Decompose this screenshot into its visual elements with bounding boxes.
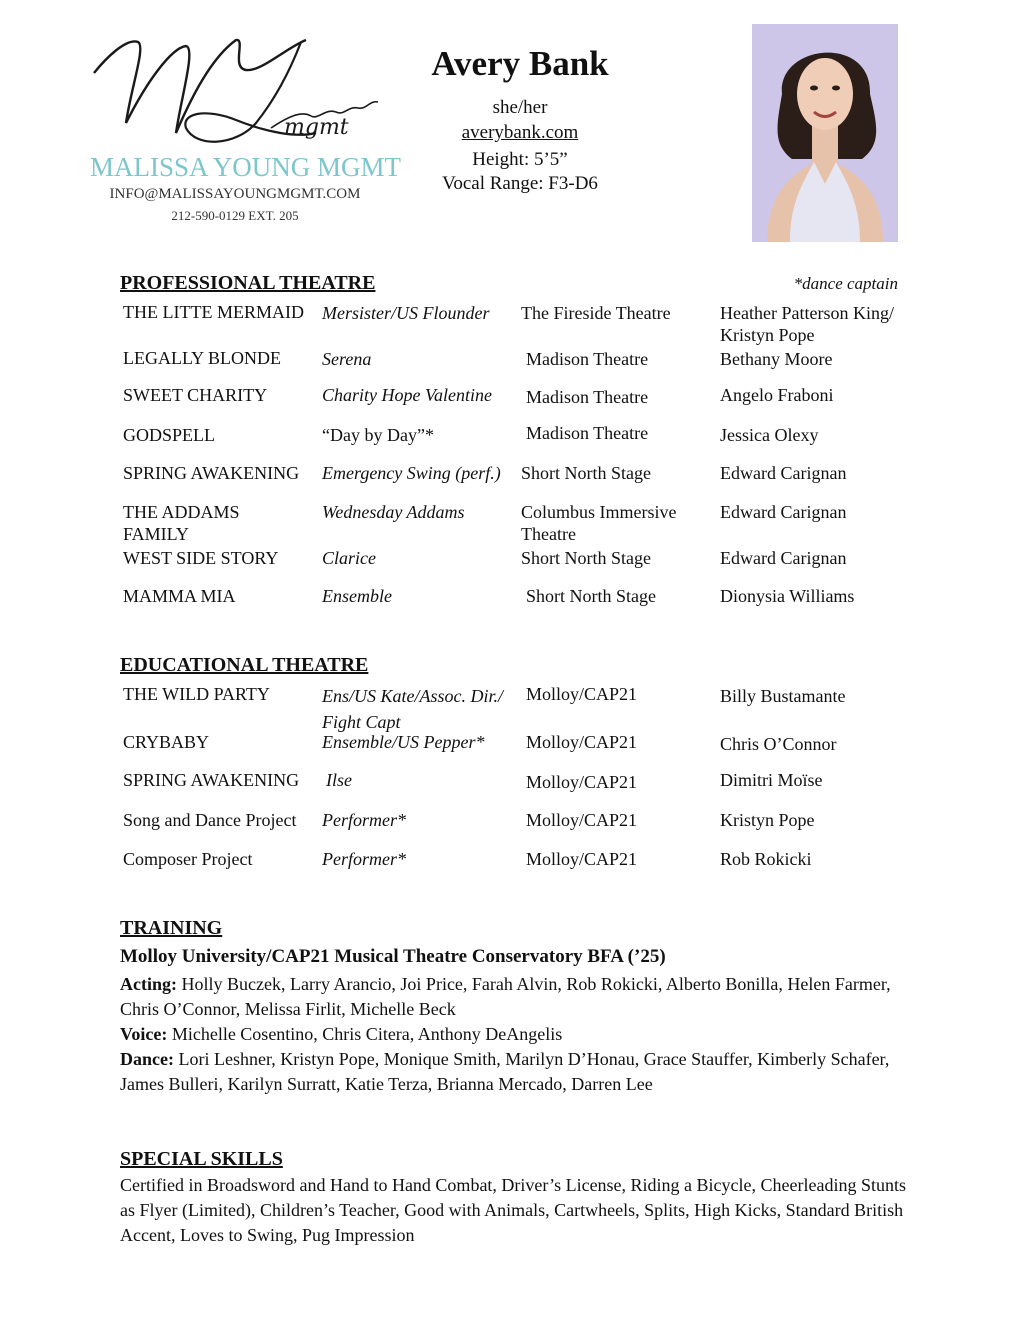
role: Mersister/US Flounder — [322, 303, 490, 323]
director: Heather Patterson King/ Kristyn Pope — [720, 303, 894, 345]
role: Performer* — [322, 849, 406, 869]
director: Edward Carignan — [720, 463, 847, 483]
acting-label: Acting: — [120, 974, 177, 994]
role: Charity Hope Valentine — [322, 385, 492, 405]
role: “Day by Day”* — [322, 425, 434, 445]
venue: Madison Theatre — [526, 423, 649, 443]
show-title: LEGALLY BLONDE — [123, 348, 282, 368]
training-school: Molloy University/CAP21 Musical Theatre Conservatory BFA (’25) — [120, 946, 666, 967]
website-link[interactable]: averybank.com — [461, 122, 579, 143]
show-title: Song and Dance Project — [123, 810, 297, 830]
director: Dimitri Moïse — [720, 770, 823, 790]
director: Kristyn Pope — [720, 810, 815, 830]
venue: Madison Theatre — [526, 349, 649, 369]
director: Dionysia Williams — [720, 586, 855, 606]
training-details — [120, 972, 910, 1097]
dance-teachers: Lori Leshner, Kristyn Pope, Monique Smith, Marilyn D’Honau, Grace Stauffer, Kimberly Schafer, James Bulleri, Karilyn Surratt, Katie Terza, Brianna Mercado, Darren Lee — [120, 1049, 890, 1094]
venue: Short North Stage — [521, 463, 651, 483]
show-title: CRYBABY — [123, 732, 210, 752]
show-title: THE ADDAMS FAMILY — [123, 502, 240, 544]
script-sub-text: mgmt — [284, 115, 349, 140]
show-title: SPRING AWAKENING — [123, 770, 300, 790]
role: Ensemble — [322, 586, 392, 606]
director: Rob Rokicki — [720, 849, 812, 869]
venue: Molloy/CAP21 — [526, 772, 638, 792]
director: Billy Bustamante — [720, 686, 846, 706]
performer-name: Avery Bank — [431, 44, 609, 83]
show-title: Composer Project — [123, 849, 253, 869]
voice-teachers: Michelle Cosentino, Chris Citera, Anthony DeAngelis — [171, 1024, 563, 1044]
director: Jessica Olexy — [720, 425, 819, 445]
dance-line — [120, 1047, 910, 1097]
director: Bethany Moore — [720, 349, 833, 369]
director: Edward Carignan — [720, 548, 847, 568]
voice-line — [120, 1022, 910, 1047]
venue: Molloy/CAP21 — [526, 732, 638, 752]
special-skills-text: Certified in Broadsword and Hand to Hand Combat, Driver’s License, Riding a Bicycle, Cheerleading Stunts as Flyer (Limited), Children’s Teacher, Good with Animals, Cartwheels, Splits, High Kicks, Standard British Accent, Loves to Swing, Pug Impression — [120, 1175, 906, 1245]
agency-name: MALISSA YOUNG MGMT — [90, 152, 402, 182]
director: Edward Carignan — [720, 502, 847, 522]
height-stat: Height: 5’5” — [472, 149, 568, 170]
dance-label: Dance: — [120, 1049, 174, 1069]
show-title: SWEET CHARITY — [123, 385, 268, 405]
pronouns: she/her — [492, 97, 548, 118]
venue: The Fireside Theatre — [521, 303, 671, 323]
headshot-photo — [752, 24, 898, 242]
show-title: GODSPELL — [123, 425, 216, 445]
role: Ens/US Kate/Assoc. Dir./ Fight Capt — [322, 686, 504, 732]
professional-theatre-heading: PROFESSIONAL THEATRE — [120, 272, 376, 294]
show-title: WEST SIDE STORY — [123, 548, 279, 568]
acting-teachers: Holly Buczek, Larry Arancio, Joi Price, Farah Alvin, Rob Rokicki, Alberto Bonilla, Helen Farmer, Chris O’Connor, Melissa Firlit, Michelle Beck — [120, 974, 891, 1019]
agency-email: INFO@MALISSAYOUNGMGMT.COM — [109, 186, 361, 202]
role: Serena — [322, 349, 372, 369]
script-initials-text: MY — [86, 28, 88, 29]
training-heading: TRAINING — [120, 917, 223, 939]
director: Angelo Fraboni — [720, 385, 834, 405]
vocal-range: Vocal Range: F3-D6 — [442, 173, 598, 194]
venue: Molloy/CAP21 — [526, 684, 638, 704]
venue: Molloy/CAP21 — [526, 810, 638, 830]
educational-theatre-heading: EDUCATIONAL THEATRE — [120, 654, 369, 676]
venue: Molloy/CAP21 — [526, 849, 638, 869]
show-title: MAMMA MIA — [123, 586, 236, 606]
role: Emergency Swing (perf.) — [322, 463, 501, 483]
script-monogram — [86, 28, 386, 153]
dance-captain-note: *dance captain — [793, 274, 898, 293]
venue: Columbus Immersive Theatre — [521, 502, 677, 544]
venue: Short North Stage — [521, 548, 651, 568]
special-skills-heading: SPECIAL SKILLS — [120, 1148, 283, 1170]
role: Clarice — [322, 548, 376, 568]
agency-phone: 212-590-0129 EXT. 205 — [171, 208, 299, 223]
role: Ilse — [326, 770, 352, 790]
agency-logo — [86, 28, 402, 238]
director: Chris O’Connor — [720, 734, 837, 754]
role: Performer* — [322, 810, 406, 830]
role: Wednesday Addams — [322, 502, 465, 522]
voice-label: Voice: — [120, 1024, 168, 1044]
show-title: THE WILD PARTY — [123, 684, 270, 704]
acting-line — [120, 972, 910, 1022]
role: Ensemble/US Pepper* — [322, 732, 485, 752]
show-title: THE LITTE MERMAID — [123, 302, 304, 322]
venue: Short North Stage — [526, 586, 656, 606]
show-title: SPRING AWAKENING — [123, 463, 300, 483]
venue: Madison Theatre — [526, 387, 649, 407]
